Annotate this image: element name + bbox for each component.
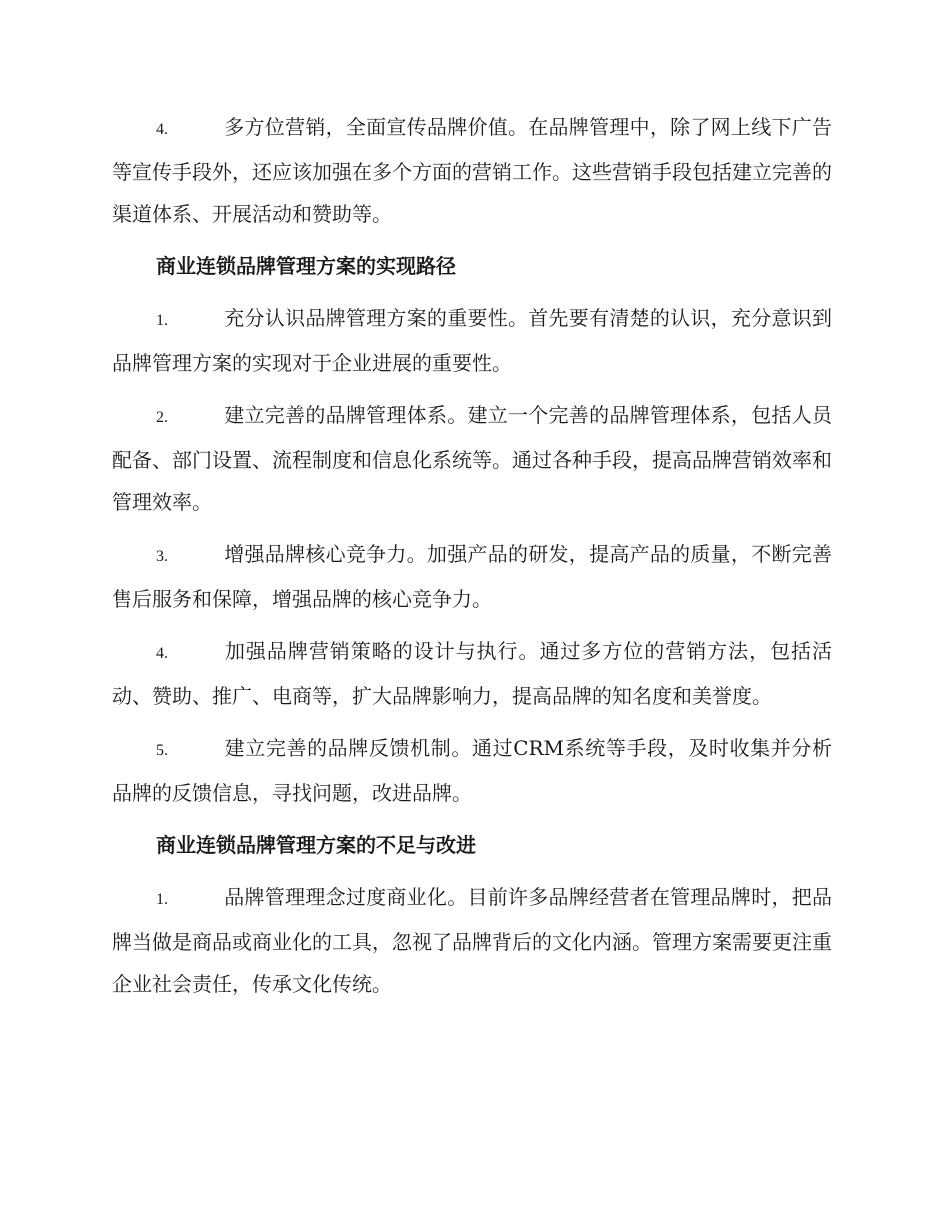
section-heading: 商业连锁品牌管理方案的不足与改进 (156, 833, 476, 857)
item-number: 3. (156, 548, 168, 565)
item-text: 品牌管理理念过度商业化。目前许多品牌经营者在管理品牌时，把品牌当做是商品或商业化的工具，忽视了品牌背后的文化内涵。管理方案需要更注重企业社会责任，传承文化传统。 (112, 885, 832, 996)
list-item (112, 630, 832, 717)
list-item (112, 297, 832, 384)
item-text: 多方位营销，全面宣传品牌价值。在品牌管理中，除了网上线下广告等宣传手段外，还应该加强在多个方面的营销工作。这些营销手段包括建立完善的渠道体系、开展活动和赞助等。 (112, 115, 832, 226)
list-item (112, 533, 832, 620)
item-number: 4. (156, 121, 168, 138)
list-item (112, 727, 832, 814)
item-text: 增强品牌核心竞争力。加强产品的研发，提高产品的质量，不断完善售后服务和保障，增强品牌的核心竞争力。 (112, 542, 832, 611)
item-number: 1. (156, 891, 168, 908)
list-item (112, 876, 832, 1005)
item-number: 2. (156, 409, 168, 426)
item-text: 建立完善的品牌管理体系。建立一个完善的品牌管理体系，包括人员配备、部门设置、流程制度和信息化系统等。通过各种手段，提高品牌营销效率和管理效率。 (112, 403, 832, 514)
document-page (112, 106, 832, 1015)
list-item (112, 394, 832, 523)
item-number: 4. (156, 645, 168, 662)
list-item (112, 106, 832, 235)
item-text: 建立完善的品牌反馈机制。通过CRM系统等手段，及时收集并分析品牌的反馈信息，寻找问题，改进品牌。 (112, 736, 832, 805)
item-number: 1. (156, 312, 168, 329)
item-number: 5. (156, 742, 168, 759)
section-heading: 商业连锁品牌管理方案的实现路径 (156, 254, 456, 278)
item-text: 加强品牌营销策略的设计与执行。通过多方位的营销方法，包括活动、赞助、推广、电商等，扩大品牌影响力，提高品牌的知名度和美誉度。 (112, 639, 832, 708)
item-text: 充分认识品牌管理方案的重要性。首先要有清楚的认识，充分意识到品牌管理方案的实现对于企业进展的重要性。 (112, 306, 832, 375)
